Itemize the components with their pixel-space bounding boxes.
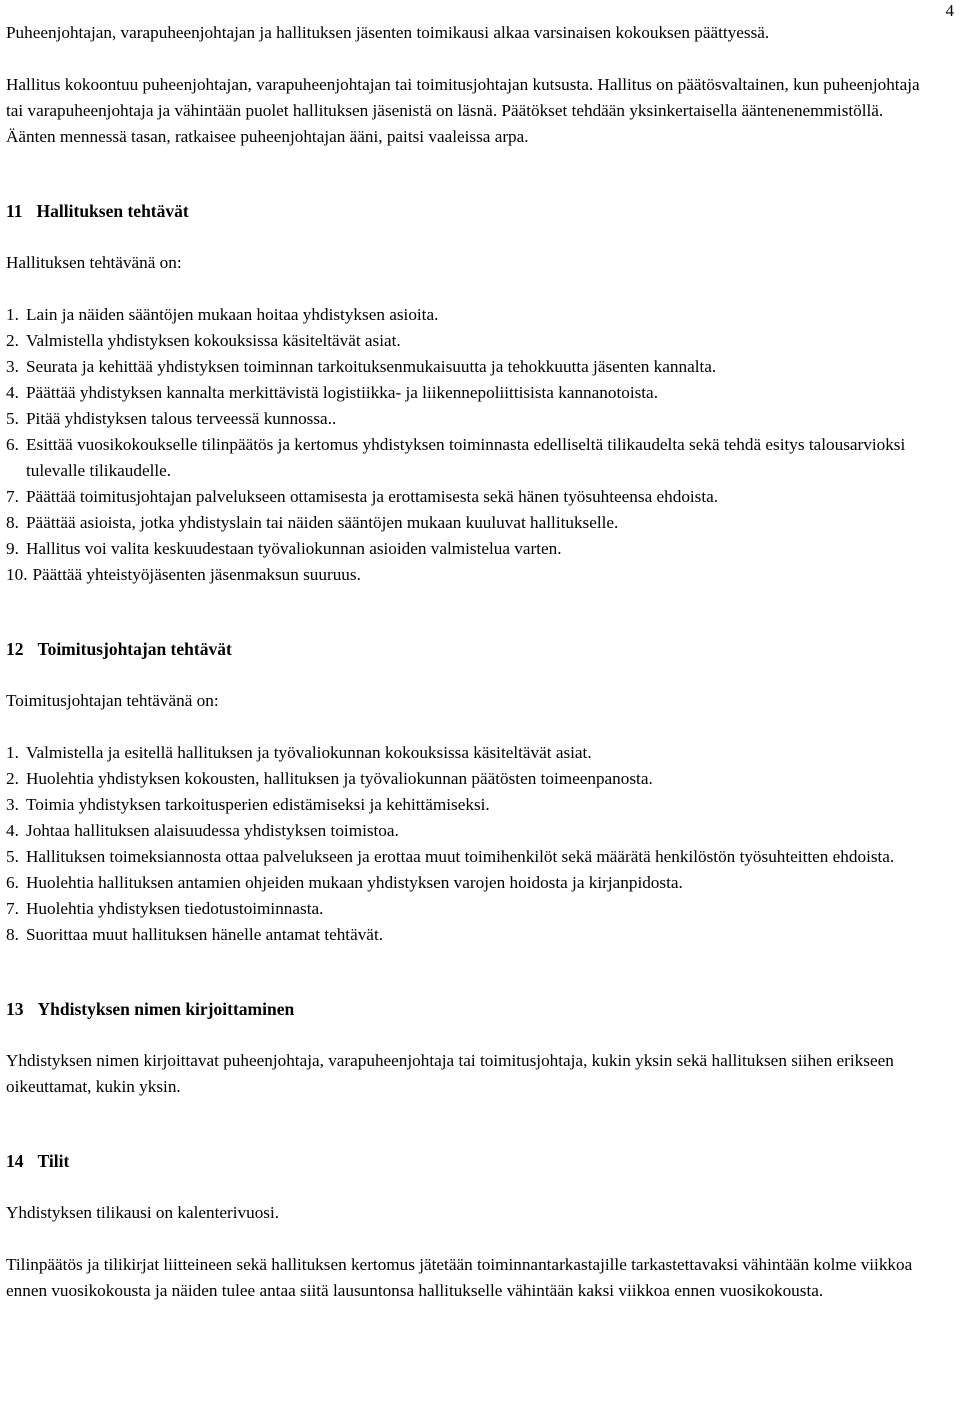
section-11-list: [6, 302, 936, 588]
section-11-heading: [6, 198, 936, 224]
list-item: [6, 870, 936, 896]
list-item-number: 7.: [6, 899, 19, 918]
term-paragraph: Puheenjohtajan, varapuheenjohtajan ja hallituksen jäsenten toimikausi alkaa varsinaisen kokouksen päättyessä.: [6, 23, 770, 42]
section-14-heading: [6, 1148, 936, 1174]
list-item-text: Esittää vuosikokoukselle tilinpäätös ja kertomus yhdistyksen toiminnasta edelliseltä tilikaudelta sekä tehdä esitys talousarvioksi tulevalle tilikaudelle.: [26, 435, 906, 480]
list-item: [6, 844, 936, 870]
list-item: [6, 510, 936, 536]
list-item-text: Valmistella ja esitellä hallituksen ja työvaliokunnan kokouksissa käsiteltävät asiat.: [26, 743, 592, 762]
list-item-text: Suorittaa muut hallituksen hänelle antamat tehtävät.: [26, 925, 384, 944]
list-item-text: Hallituksen toimeksiannosta ottaa palvelukseen ja erottaa muut toimihenkilöt sekä määrätä henkilöstön työsuhteitten ehdoista.: [26, 847, 895, 866]
list-item-number: 1.: [6, 305, 19, 324]
list-item-number: 4.: [6, 383, 19, 402]
list-item-number: 9.: [6, 539, 19, 558]
meetings-paragraph: Hallitus kokoontuu puheenjohtajan, varapuheenjohtajan tai toimitusjohtajan kutsusta. Hallitus on päätösvaltainen, kun puheenjohtaja tai varapuheenjohtaja ja vähintään puolet hallituksen jäsenistä on läsnä. Päätökset tehdään yksinkertaisella ääntenenemmistöllä. Äänten mennessä tasan, ratkaisee puheenjohtajan ääni, paitsi vaaleissa arpa.: [6, 75, 920, 146]
list-item-number: 2.: [6, 331, 19, 350]
list-item-number: 6.: [6, 435, 19, 454]
section-12-list: [6, 740, 936, 948]
list-item: [6, 740, 936, 766]
document-body: [6, 20, 936, 1304]
list-item-number: 1.: [6, 743, 19, 762]
section-14-title: Tilit: [37, 1151, 70, 1171]
list-item-text: Pitää yhdistyksen talous terveessä kunnossa..: [26, 409, 337, 428]
list-item: [6, 484, 936, 510]
section-14-text-2: Tilinpäätös ja tilikirjat liitteineen sekä hallituksen kertomus jätetään toiminnantarkastajille tarkastettavaksi vähintään kolme viikkoa ennen vuosikokousta ja näiden tulee antaa siitä lausuntonsa hallitukselle vähintään kaksi viikkoa ennen vuosikokousta.: [6, 1255, 913, 1300]
list-item-number: 8.: [6, 513, 19, 532]
list-item-text: Johtaa hallituksen alaisuudessa yhdistyksen toimistoa.: [26, 821, 399, 840]
list-item: [6, 354, 936, 380]
list-item: [6, 562, 936, 588]
list-item-number: 6.: [6, 873, 19, 892]
list-item-text: Toimia yhdistyksen tarkoitusperien edistämiseksi ja kehittämiseksi.: [26, 795, 490, 814]
list-item: [6, 406, 936, 432]
section-11-title: Hallituksen tehtävät: [36, 201, 189, 221]
list-item-number: 8.: [6, 925, 19, 944]
section-12-title: Toimitusjohtajan tehtävät: [37, 639, 232, 659]
list-item: [6, 536, 936, 562]
list-item: [6, 328, 936, 354]
section-11-number: 11: [6, 201, 23, 221]
list-item-text: Huolehtia yhdistyksen tiedotustoiminnasta.: [26, 899, 324, 918]
list-item-text: Päättää yhteistyöjäsenten jäsenmaksun suuruus.: [32, 565, 361, 584]
list-item-number: 5.: [6, 409, 19, 428]
section-12-lead: Toimitusjohtajan tehtävänä on:: [6, 691, 219, 710]
list-item-text: Päättää asioista, jotka yhdistyslain tai näiden sääntöjen mukaan kuuluvat hallitukselle.: [26, 513, 619, 532]
list-item-text: Päättää toimitusjohtajan palvelukseen ottamisesta ja erottamisesta sekä hänen työsuhteensa ehdoista.: [26, 487, 719, 506]
list-item-text: Valmistella yhdistyksen kokouksissa käsiteltävät asiat.: [26, 331, 401, 350]
list-item-number: 2.: [6, 769, 19, 788]
list-item: [6, 380, 936, 406]
list-item-number: 5.: [6, 847, 19, 866]
list-item-number: 3.: [6, 357, 19, 376]
page-number: 4: [945, 1, 954, 20]
list-item-text: Huolehtia yhdistyksen kokousten, hallituksen ja työvaliokunnan päätösten toimeenpanosta.: [26, 769, 653, 788]
list-item-text: Hallitus voi valita keskuudestaan työvaliokunnan asioiden valmistelua varten.: [26, 539, 562, 558]
list-item: [6, 432, 936, 484]
list-item: [6, 896, 936, 922]
section-13-heading: [6, 996, 936, 1022]
section-13-title: Yhdistyksen nimen kirjoittaminen: [37, 999, 295, 1019]
list-item-number: 3.: [6, 795, 19, 814]
list-item-text: Huolehtia hallituksen antamien ohjeiden mukaan yhdistyksen varojen hoidosta ja kirjanpidosta.: [26, 873, 683, 892]
list-item: [6, 792, 936, 818]
list-item-text: Päättää yhdistyksen kannalta merkittävistä logistiikka- ja liikennepoliittisista kannanotoista.: [26, 383, 658, 402]
list-item-number: 4.: [6, 821, 19, 840]
list-item-text: Lain ja näiden sääntöjen mukaan hoitaa yhdistyksen asioita.: [26, 305, 439, 324]
section-14-text-1: Yhdistyksen tilikausi on kalenterivuosi.: [6, 1203, 280, 1222]
section-12-heading: [6, 636, 936, 662]
section-11-lead: Hallituksen tehtävänä on:: [6, 253, 182, 272]
list-item-number: 7.: [6, 487, 19, 506]
list-item: [6, 302, 936, 328]
list-item-number: 10.: [6, 565, 28, 584]
section-13-text: Yhdistyksen nimen kirjoittavat puheenjohtaja, varapuheenjohtaja tai toimitusjohtaja, kukin yksin sekä hallituksen siihen erikseen oikeuttamat, kukin yksin.: [6, 1051, 894, 1096]
list-item: [6, 818, 936, 844]
section-14-number: 14: [6, 1151, 24, 1171]
section-13-number: 13: [6, 999, 24, 1019]
list-item: [6, 766, 936, 792]
list-item-text: Seurata ja kehittää yhdistyksen toiminnan tarkoituksenmukaisuutta ja tehokkuutta jäsenten kannalta.: [26, 357, 717, 376]
list-item: [6, 922, 936, 948]
section-12-number: 12: [6, 639, 24, 659]
